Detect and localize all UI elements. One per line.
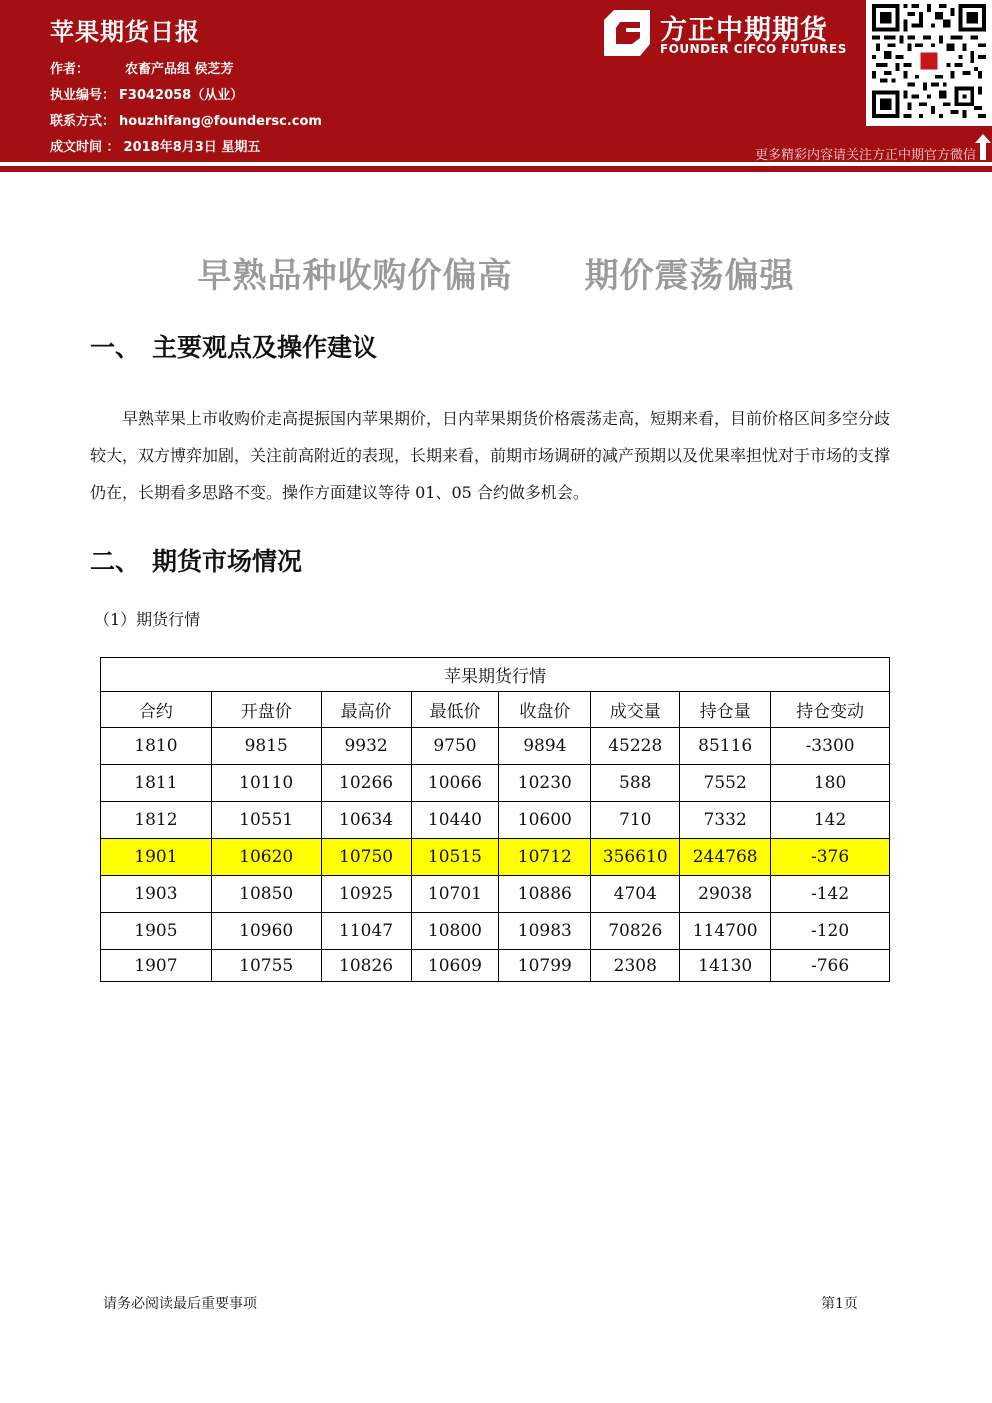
table-cell: 10960 [211, 913, 321, 950]
table-cell: 9894 [499, 728, 591, 765]
column-header: 开盘价 [211, 692, 321, 728]
table-cell: 10440 [411, 802, 499, 839]
table-cell: 10230 [499, 765, 591, 802]
table-cell: 10712 [499, 839, 591, 876]
table-cell: 1905 [101, 913, 212, 950]
table-cell: 10800 [411, 913, 499, 950]
license-label: 执业编号： [50, 88, 116, 103]
author-line [50, 58, 234, 77]
table-cell: 1903 [101, 876, 212, 913]
table-cell: 10701 [411, 876, 499, 913]
table-cell: 14130 [680, 950, 771, 982]
table-cell: 1907 [101, 950, 212, 982]
table-cell: 7552 [680, 765, 771, 802]
section-heading-text: 主要观点及操作建议 [152, 333, 378, 362]
header-banner [0, 0, 992, 162]
table-cell: -120 [771, 913, 890, 950]
brand-name-cn: 方正中期期货 [660, 15, 828, 46]
section-heading-views [90, 328, 377, 364]
table-cell: 10515 [411, 839, 499, 876]
column-header: 持仓量 [680, 692, 771, 728]
table-cell: -766 [771, 950, 890, 982]
table-cell: 45228 [591, 728, 680, 765]
table-cell: -142 [771, 876, 890, 913]
date-value: 2018年8月3日 星期五 [123, 140, 261, 155]
table-cell: 10066 [411, 765, 499, 802]
table-cell: 10551 [211, 802, 321, 839]
column-header: 成交量 [591, 692, 680, 728]
summary-paragraph: 早熟苹果上市收购价走高提振国内苹果期价，日内苹果期货价格震荡走高，短期来看，目前价格区间多空分歧较大，双方博弈加剧，关注前高附近的表现，长期来看，前期市场调研的减产预期以及优果率担忧对于市场的支撑仍在，长期看多思路不变。操作方面建议等待 01、05 合约做多机会。 [90, 409, 891, 502]
column-header: 最低价 [411, 692, 499, 728]
brand-name-en: FOUNDER CIFCO FUTURES [660, 42, 847, 56]
table-cell: 4704 [591, 876, 680, 913]
article-title-part2: 期价震荡偏强 [584, 256, 795, 296]
table-cell: 10755 [211, 950, 321, 982]
table-cell: 142 [771, 802, 890, 839]
table-row [101, 876, 890, 913]
license-value: F3042058（从业） [119, 88, 244, 103]
table-header-row [101, 692, 890, 728]
table-cell: 356610 [591, 839, 680, 876]
table-cell: 10609 [411, 950, 499, 982]
author-label: 作者： [50, 62, 90, 77]
follow-wechat-text: 更多精彩内容请关注方正中期官方微信 [754, 148, 976, 163]
section-number: 一、 [90, 333, 141, 362]
qr-code [866, 0, 992, 126]
table-cell: 10925 [321, 876, 411, 913]
table-cell: 1810 [101, 728, 212, 765]
contact-label: 联系方式： [50, 114, 116, 129]
section-number: 二、 [90, 547, 141, 576]
table-cell: 710 [591, 802, 680, 839]
brand-logo [604, 8, 859, 60]
table-cell: 10634 [321, 802, 411, 839]
footer-disclaimer-note: 请务必阅读最后重要事项 [103, 1296, 257, 1312]
table-cell: 588 [591, 765, 680, 802]
sub-heading-futures: （1）期货行情 [94, 610, 201, 629]
section-heading-market [90, 542, 302, 578]
section-heading-text: 期货市场情况 [152, 547, 303, 576]
table-cell: 10886 [499, 876, 591, 913]
table-row [101, 913, 890, 950]
table-cell: 9932 [321, 728, 411, 765]
table-cell: 10266 [321, 765, 411, 802]
up-arrow-icon [975, 134, 991, 160]
futures-quotes-table [100, 657, 890, 982]
table-cell: 1901 [101, 839, 212, 876]
table-cell: 7332 [680, 802, 771, 839]
table-cell: 10799 [499, 950, 591, 982]
report-title: 苹果期货日报 [50, 18, 200, 46]
table-cell: 9750 [411, 728, 499, 765]
qr-code-icon [872, 4, 986, 118]
table-cell: 10983 [499, 913, 591, 950]
table-caption: 苹果期货行情 [101, 658, 890, 692]
table-row-highlighted [101, 839, 890, 876]
date-label: 成文时间 ： [50, 140, 120, 155]
column-header: 合约 [101, 692, 212, 728]
page-number: 第1页 [821, 1296, 858, 1312]
table-cell: 10600 [499, 802, 591, 839]
table-cell: 10750 [321, 839, 411, 876]
table-cell: 114700 [680, 913, 771, 950]
table-cell: 180 [771, 765, 890, 802]
contact-line [50, 110, 322, 129]
table-row [101, 802, 890, 839]
article-title-part1: 早熟品种收购价偏高 [197, 256, 513, 296]
license-line [50, 84, 243, 103]
table-cell: 85116 [680, 728, 771, 765]
header-divider [0, 166, 992, 172]
table-cell: 11047 [321, 913, 411, 950]
date-line [50, 136, 260, 155]
table-row [101, 950, 890, 982]
table-cell: -3300 [771, 728, 890, 765]
table-cell: 70826 [591, 913, 680, 950]
table-cell: 10826 [321, 950, 411, 982]
table-cell: 10850 [211, 876, 321, 913]
table-row [101, 765, 890, 802]
table-caption-row [101, 658, 890, 692]
table-cell: 1812 [101, 802, 212, 839]
table-cell: 29038 [680, 876, 771, 913]
article-title [0, 248, 992, 297]
table-cell: 10110 [211, 765, 321, 802]
column-header: 持仓变动 [771, 692, 890, 728]
table-cell: 244768 [680, 839, 771, 876]
column-header: 收盘价 [499, 692, 591, 728]
table-cell: 2308 [591, 950, 680, 982]
table-row [101, 728, 890, 765]
table-cell: 10620 [211, 839, 321, 876]
brand-logo-icon [604, 10, 650, 56]
table-cell: 9815 [211, 728, 321, 765]
author-value: 农畜产品组 侯芝芳 [125, 62, 234, 77]
table-cell: 1811 [101, 765, 212, 802]
contact-email[interactable]: houzhifang@foundersc.com [119, 114, 322, 129]
table-cell: -376 [771, 839, 890, 876]
column-header: 最高价 [321, 692, 411, 728]
